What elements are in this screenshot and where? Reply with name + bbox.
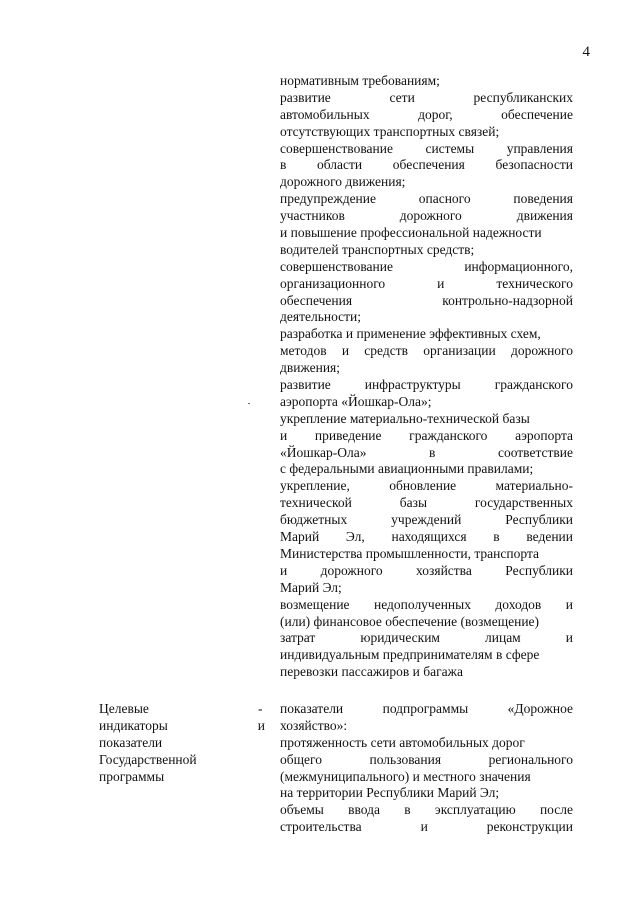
goal-text-line: развитие сети республиканских bbox=[280, 89, 573, 105]
goal-text-line: нормативным требованиям; bbox=[280, 73, 440, 88]
goal-text-line: затрат юридическим лицам и bbox=[280, 630, 573, 646]
goal-text-line: «Йошкар-Ола» в соответствие bbox=[280, 444, 573, 460]
goal-text-line: движения; bbox=[280, 360, 341, 376]
goal-text-line: Марий Эл, находящихся в ведении bbox=[280, 529, 573, 545]
label-text-line: индикаторы и bbox=[99, 717, 265, 733]
label-text-line: программы bbox=[99, 768, 165, 784]
indicator-text-line: строительства и реконструкции bbox=[280, 819, 573, 835]
label-text-line: Целевые bbox=[99, 701, 149, 716]
scan-speck bbox=[248, 403, 250, 404]
goal-text-line: индивидуальным предпринимателям в сфере bbox=[280, 647, 540, 663]
goal-text-line: совершенствование информационного, bbox=[280, 258, 573, 274]
indicator-text-line: объемы ввода в эксплуатацию после bbox=[280, 802, 573, 818]
goal-text-line: обеспечения контрольно-надзорной bbox=[280, 292, 573, 308]
goal-text-line: отсутствующих транспортных связей; bbox=[280, 123, 500, 139]
goal-text-line: и приведение гражданского аэропорта bbox=[280, 427, 573, 443]
goal-text-line: совершенствование системы управления bbox=[280, 140, 573, 156]
goal-text-line: развитие инфраструктуры гражданского bbox=[280, 377, 573, 393]
indicators-list bbox=[280, 701, 573, 836]
goal-text-line: участников дорожного движения bbox=[280, 208, 573, 224]
goal-text-line: организационного и технического bbox=[280, 275, 573, 291]
goal-text-line: укрепление материально-технической базы bbox=[280, 410, 530, 426]
goal-text-line: аэропорта «Йошкар-Ола»; bbox=[280, 393, 432, 409]
goal-text-line: перевозки пассажиров и багажа bbox=[280, 664, 463, 680]
indicator-text-line: показатели подпрограммы «Дорожное bbox=[280, 701, 573, 716]
goal-text-line: предупреждение опасного поведения bbox=[280, 191, 573, 207]
goal-text-line: с федеральными авиационными правилами; bbox=[280, 461, 534, 477]
indicator-text-line: (межмуниципального) и местного значения bbox=[280, 768, 531, 784]
goal-text-line: Министерства промышленности, транспорта bbox=[280, 545, 539, 561]
goal-text-line: и дорожного хозяйства Республики bbox=[280, 562, 573, 578]
indicator-text-line: общего пользования регионального bbox=[280, 751, 573, 767]
goal-text-line: укрепление, обновление материально- bbox=[280, 478, 573, 494]
goal-text-line: разработка и применение эффективных схем, bbox=[280, 326, 541, 342]
indicator-text-line: хозяйство»: bbox=[280, 717, 348, 733]
goal-text-line: (или) финансовое обеспечение (возмещение) bbox=[280, 613, 540, 629]
goal-text-line: бюджетных учреждений Республики bbox=[280, 512, 573, 528]
goal-text-line: водителей транспортных средств; bbox=[280, 241, 475, 257]
goals-list bbox=[280, 73, 573, 681]
page-number: 4 bbox=[582, 44, 590, 60]
goal-text-line: технической базы государственных bbox=[280, 495, 573, 511]
goal-text-line: дорожного движения; bbox=[280, 174, 406, 190]
label-text-line: Государственной bbox=[99, 751, 197, 767]
goal-text-line: автомобильных дорог, обеспечение bbox=[280, 106, 573, 122]
label-text-line: показатели bbox=[99, 734, 163, 750]
goal-text-line: в области обеспечения безопасности bbox=[280, 157, 573, 173]
target-indicators-label bbox=[99, 701, 265, 785]
indicator-text-line: протяженность сети автомобильных дорог bbox=[280, 734, 525, 750]
goal-text-line: и повышение профессиональной надежности bbox=[280, 225, 542, 241]
goal-text-line: возмещение недополученных доходов и bbox=[280, 596, 573, 612]
label-dash: - bbox=[258, 701, 263, 716]
goal-text-line: методов и средств организации дорожного bbox=[280, 343, 573, 359]
indicator-text-line: на территории Республики Марий Эл; bbox=[280, 785, 500, 801]
goal-text-line: деятельности; bbox=[280, 309, 362, 325]
goal-text-line: Марий Эл; bbox=[280, 579, 342, 595]
